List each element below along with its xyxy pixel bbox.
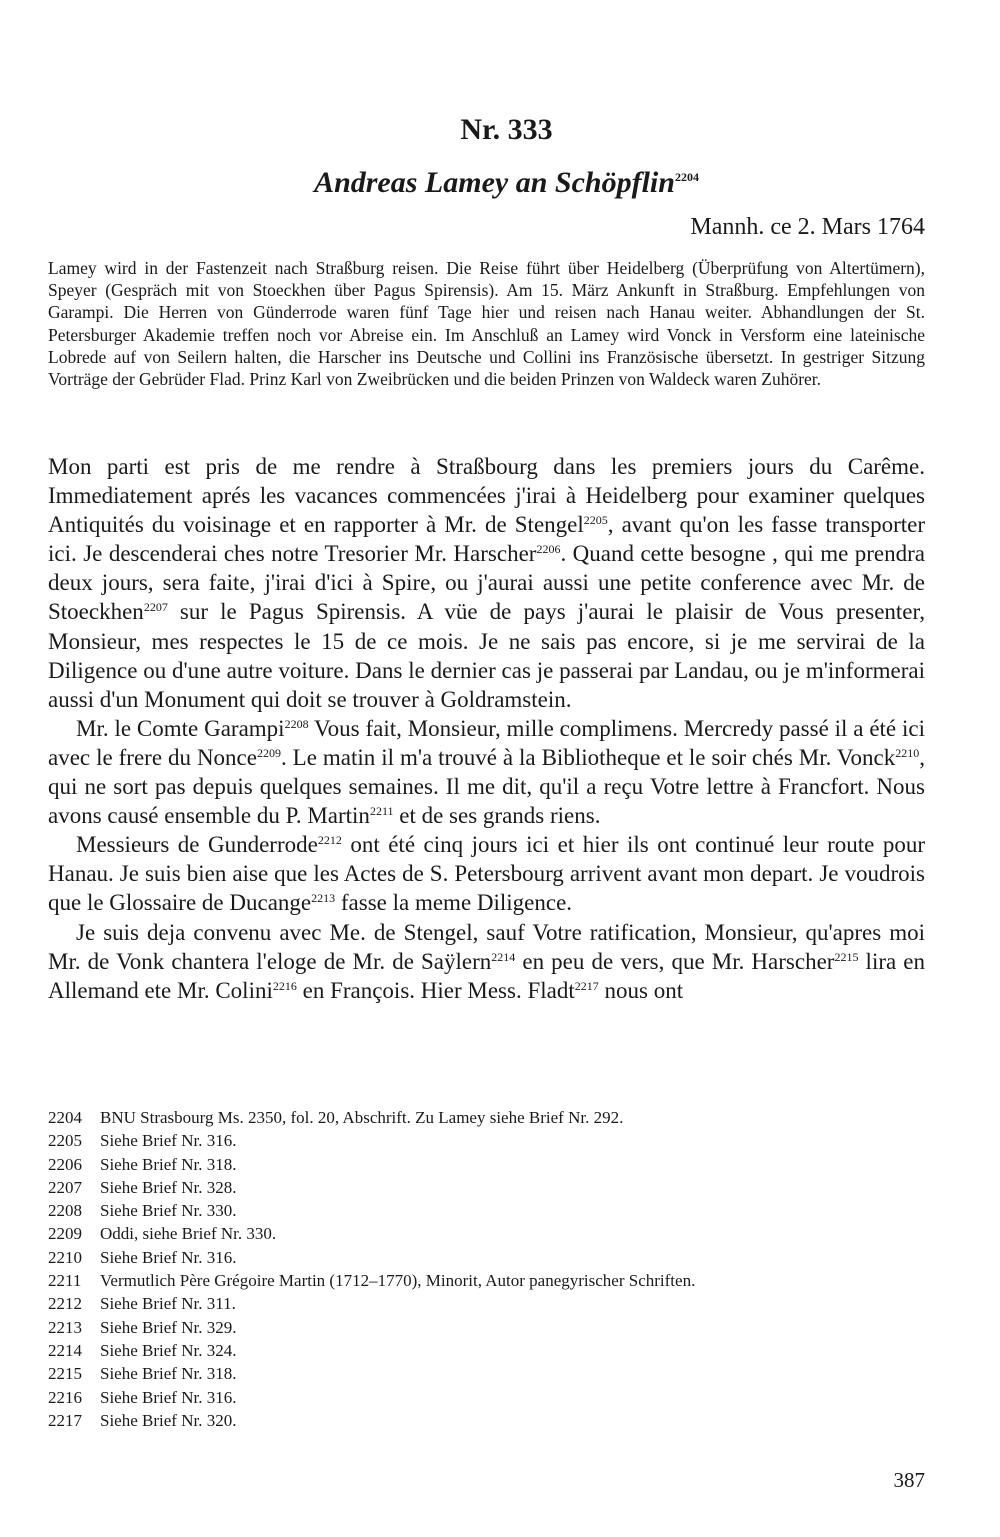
footnote-text: Vermutlich Père Grégoire Martin (1712–1770), Minorit, Autor panegyrischer Schriften. bbox=[100, 1271, 696, 1291]
body-text: Mr. le Comte Garampi bbox=[76, 715, 285, 741]
footnote-text: Siehe Brief Nr. 320. bbox=[100, 1410, 237, 1430]
footnote bbox=[48, 1269, 925, 1292]
page-number: 387 bbox=[893, 1468, 925, 1492]
footnote-text: BNU Strasbourg Ms. 2350, fol. 20, Abschrift. Zu Lamey siehe Brief Nr. 292. bbox=[100, 1108, 624, 1127]
letter-heading bbox=[48, 110, 925, 242]
footnote-text: Oddi, siehe Brief Nr. 330. bbox=[100, 1224, 277, 1244]
body-text: en François. Hier Mess. Fladt bbox=[296, 977, 575, 1003]
footnote-ref: 2204 bbox=[674, 170, 699, 184]
footnote-number: 2205 bbox=[48, 1131, 82, 1151]
footnote-ref: 2209 bbox=[256, 745, 281, 760]
footnote-ref: 2206 bbox=[536, 542, 561, 557]
footnote-ref: 2217 bbox=[574, 978, 599, 993]
letter-number: Nr. 333 bbox=[460, 113, 553, 146]
footnote bbox=[48, 1409, 925, 1432]
footnote bbox=[48, 1106, 925, 1129]
footnote-number: 2204 bbox=[48, 1108, 82, 1127]
body-text: , qui ne sort pas depuis quelques semaines. Il me dit, qu'il a reçu Votre lettre à Francfort. Nous avons causé ensemble du P. Martin bbox=[48, 744, 925, 829]
footnote-number: 2212 bbox=[48, 1294, 82, 1314]
footnote bbox=[48, 1386, 925, 1409]
footnote-number: 2206 bbox=[48, 1154, 82, 1174]
footnote bbox=[48, 1339, 925, 1362]
footnote-text: Siehe Brief Nr. 324. bbox=[100, 1340, 237, 1360]
footnote-number: 2207 bbox=[48, 1177, 82, 1197]
letter-title-text: Andreas Lamey an Schöpflin bbox=[314, 166, 675, 199]
footnote bbox=[48, 1199, 925, 1222]
footnote-text: Siehe Brief Nr. 318. bbox=[100, 1154, 237, 1174]
body-text: ont été cinq jours ici et hier ils ont continué leur route pour Hanau. Je suis bien aise que les Actes de S. Petersbourg arrivent avant mon depart. Je voudrois que le Glossaire de Ducange bbox=[48, 832, 925, 916]
footnote bbox=[48, 1246, 925, 1269]
footnote bbox=[48, 1292, 925, 1315]
footnote-ref: 2207 bbox=[143, 600, 168, 615]
footnotes-list bbox=[48, 1106, 925, 1432]
body-text: Vous fait, Monsieur, mille complimens. Mercredy passé il a été ici avec le frere du Nonce bbox=[48, 715, 925, 770]
footnote-ref: 2205 bbox=[583, 513, 608, 528]
body-text: Je suis deja convenu avec Me. de Stengel, sauf Votre ratification, Monsieur, qu'apres moi Mr. de Vonk chantera l'eloge de Mr. de Saÿlern bbox=[48, 919, 925, 974]
footnote-text: Siehe Brief Nr. 328. bbox=[100, 1177, 237, 1197]
footnote bbox=[48, 1362, 925, 1385]
footnote-ref: 2215 bbox=[834, 949, 859, 964]
letter-summary: Lamey wird in der Fastenzeit nach Straßburg reisen. Die Reise führt über Heidelberg (Überprüfung von Altertümern), Speyer (Gespräch mit von Stoeckhen über Pagus Spirensis). Am 15. März Ankunft in Straßburg. Empfehlungen von Garampi. Die Herren von Günderrode waren fünf Tage hier und reisen nach Hanau weiter. Abhandlungen der St. Petersburger Akademie treffen noch vor Abreise ein. Im Anschluß an Lamey wird Vonck in Versform eine lateinische Lobrede auf von Seilern halten, die Harscher ins Deutsche und Collini ins Französische übersetzt. In gestriger Sitzung Vorträge der Gebrüder Flad. Prinz Karl von Zweibrücken und die beiden Prinzen von Waldeck waren Zuhörer. bbox=[48, 258, 925, 390]
body-paragraph-3 bbox=[48, 830, 925, 917]
body-text: en peu de vers, que Mr. Harscher bbox=[515, 948, 835, 974]
footnote-number: 2216 bbox=[48, 1387, 82, 1407]
body-text: . Le matin il m'a trouvé à la Bibliotheque et le soir chés Mr. Vonck bbox=[280, 744, 896, 770]
footnote-ref: 2208 bbox=[284, 716, 309, 731]
body-text: , avant qu'on les fasse transporter ici. Je descenderai ches notre Tresorier Mr. Harscher bbox=[48, 512, 925, 567]
footnote bbox=[48, 1129, 925, 1152]
body-text: et de ses grands riens. bbox=[393, 803, 601, 829]
body-text: Mon parti est pris de me rendre à Straßbourg dans les premiers jours du Carême. Immediatement aprés les vacances commencées j'irai à Heidelberg pour examiner quelques Antiquités du voisinage et en rapporter à Mr. de Stengel bbox=[48, 454, 925, 538]
body-paragraph-4 bbox=[48, 918, 925, 1005]
footnote-ref: 2212 bbox=[317, 833, 342, 848]
letter-title bbox=[48, 158, 925, 202]
footnote-ref: 2214 bbox=[491, 949, 516, 964]
footnote-number: 2209 bbox=[48, 1224, 82, 1244]
footnote-ref: 2210 bbox=[895, 745, 920, 760]
footnote-number: 2214 bbox=[48, 1340, 82, 1360]
footnote bbox=[48, 1153, 925, 1176]
footnote-text: Siehe Brief Nr. 329. bbox=[100, 1317, 237, 1337]
footnote-number: 2215 bbox=[48, 1364, 82, 1384]
footnote-text: Siehe Brief Nr. 316. bbox=[100, 1387, 237, 1407]
body-text: lira en Allemand ete Mr. Colini bbox=[48, 948, 925, 1003]
place-date: Mannh. ce 2. Mars 1764 bbox=[690, 214, 925, 240]
body-text: nous ont bbox=[598, 977, 684, 1003]
footnote-text: Siehe Brief Nr. 330. bbox=[100, 1201, 237, 1221]
footnote bbox=[48, 1176, 925, 1199]
body-text: fasse la meme Diligence. bbox=[335, 890, 573, 916]
footnote-text: Siehe Brief Nr. 318. bbox=[100, 1364, 237, 1384]
footnote-number: 2208 bbox=[48, 1201, 82, 1221]
body-text: sur le Pagus Spirensis. A vüe de pays j'aurai le plaisir de Vous presenter, Monsieur, mes respectes le 15 de ce mois. Je ne sais pas encore, si je me servirai de la Diligence ou d'une autre voiture. Dans le dernier cas je passerai par Landau, ou je m'informerai aussi d'un Monument qui doit se trouver à Goldramstein. bbox=[48, 599, 925, 712]
footnote-text: Siehe Brief Nr. 311. bbox=[100, 1294, 236, 1314]
body-text: . Quand cette besogne , qui me prendra deux jours, sera faite, j'irai d'ici à Spire, ou j'aurai aussi une petite conference avec Mr. de Stoeckhen bbox=[48, 541, 925, 625]
footnote bbox=[48, 1222, 925, 1245]
footnote-text: Siehe Brief Nr. 316. bbox=[100, 1247, 237, 1267]
footnote bbox=[48, 1316, 925, 1339]
letter-body bbox=[48, 452, 925, 1005]
footnote-number: 2217 bbox=[48, 1410, 82, 1430]
footnote-number: 2213 bbox=[48, 1317, 82, 1337]
footnote-ref: 2213 bbox=[311, 891, 336, 906]
footnote-number: 2211 bbox=[48, 1271, 82, 1291]
document-page bbox=[48, 0, 925, 1537]
body-paragraph-1 bbox=[48, 452, 925, 714]
footnote-number: 2210 bbox=[48, 1247, 82, 1267]
body-paragraph-2 bbox=[48, 714, 925, 830]
footnote-text: Siehe Brief Nr. 316. bbox=[100, 1131, 237, 1151]
footnote-ref: 2216 bbox=[272, 978, 297, 993]
body-text: Messieurs de Gunderrode bbox=[76, 832, 318, 858]
footnote-ref: 2211 bbox=[369, 804, 394, 819]
